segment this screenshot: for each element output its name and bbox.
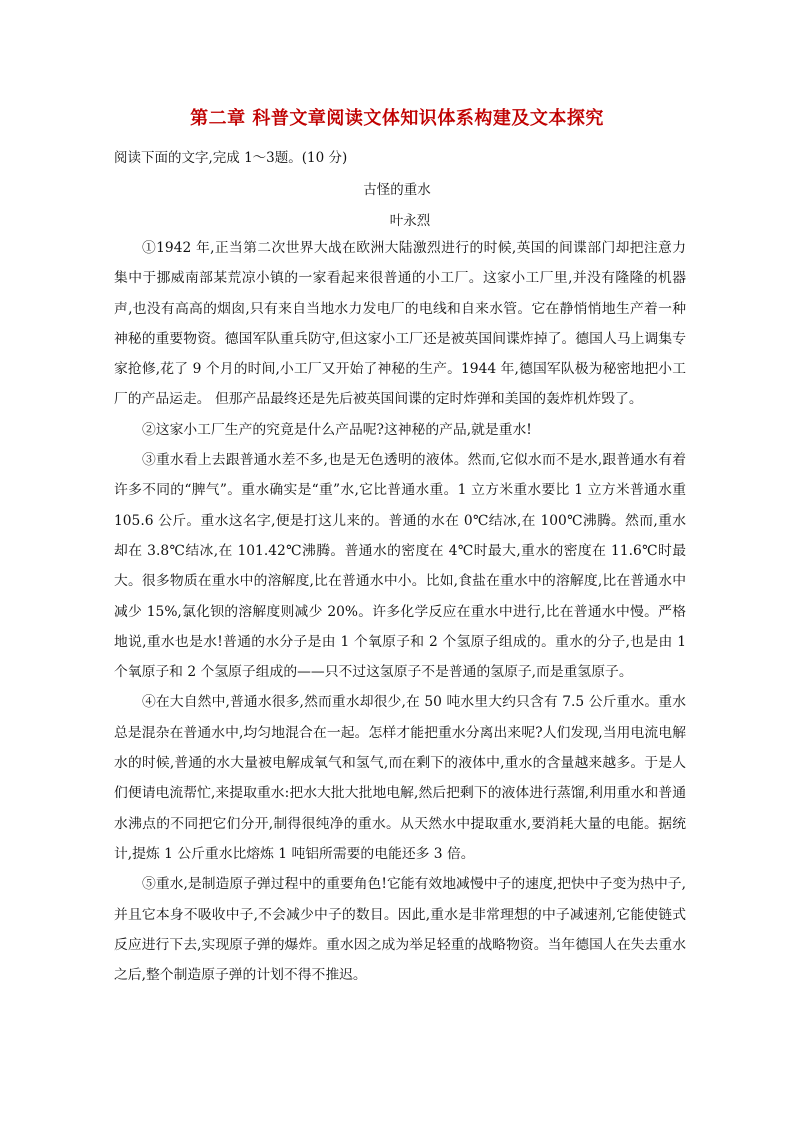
paragraph-2: ②这家小工厂生产的究竟是什么产品呢?这神秘的产品,就是重水!	[142, 421, 532, 438]
reading-instruction: 阅读下面的文字,完成 1～3题。(10 分)	[114, 150, 348, 166]
chapter-title: 第二章 科普文章阅读文体知识体系构建及文本探究	[190, 108, 604, 129]
paragraph-3: ③重水看上去跟普通水差不多,也是无色透明的液体。然而,它似水而不是水,跟普通水有着许多不同的“脾气”。重水确实是“重”水,它比普通水重。1 立方米重水要比 1 立方米普通水重 105.6 公斤。重水这名字,便是打这儿来的。普通的水在 0℃结冰,在 100℃沸腾。然而,重水却在 3.8℃结冰,在 101.42℃沸腾。普通水的密度在 4℃时最大,重水的密度在 11.6℃时最大。很多物质在重水中的溶解度,比在普通水中小。比如,食盐在重水中的溶解度,比在普通水中减少 15%,氯化钡的溶解度则减少 20%。许多化学反应在重水中进行,比在普通水中慢。严格地说,重水也是水!普通的水分子是由 1 个氧原子和 2 个氢原子组成的。重水的分子,也是由 1 个氧原子和 2 个氢原子组成的——只不过这氢原子不是普通的氢原子,而是重氢原子。	[114, 452, 686, 681]
article-author: 叶永烈	[389, 213, 431, 229]
article-title: 古怪的重水	[363, 182, 431, 198]
paragraph-4: ④在大自然中,普通水很多,然而重水却很少,在 50 吨水里大约只含有 7.5 公斤重水。重水总是混杂在普通水中,均匀地混合在一起。怎样才能把重水分离出来呢?人们发现,当用电流电解水的时候,普通的水大量被电解成氧气和氢气,而在剩下的液体中,重水的含量越来越多。于是人们便请电流帮忙,来提取重水:把水大批大批地电解,然后把剩下的液体进行蒸馏,利用重水和普通水沸点的不同把它们分开,制得很纯净的重水。从天然水中提取重水,要消耗大量的电能。据统计,提炼 1 公斤重水比熔炼 1 吨铝所需要的电能还多 3 倍。	[114, 694, 686, 862]
article-body	[114, 233, 686, 990]
paragraph-1: ①1942 年,正当第二次世界大战在欧洲大陆激烈进行的时候,英国的间谍部门却把注意力集中于挪威南部某荒凉小镇的一家看起来很普通的小工厂。这家小工厂里,并没有隆隆的机器声,也没有高高的烟囱,只有来自当地水力发电厂的电线和自来水管。它在静悄悄地生产着一种神秘的重要物资。德国军队重兵防守,但这家小工厂还是被英国间谍炸掉了。德国人马上调集专家抢修,花了 9 个月的时间,小工厂又开始了神秘的生产。1944 年,德国军队极为秘密地把小工厂的产品运走。 但那产品最终还是先后被英国间谍的定时炸弹和美国的轰炸机炸毁了。	[114, 240, 686, 408]
paragraph-5: ⑤重水,是制造原子弹过程中的重要角色!它能有效地减慢中子的速度,把快中子变为热中子,并且它本身不吸收中子,不会减少中子的数目。因此,重水是非常理想的中子减速剂,它能使链式反应进行下去,实现原子弹的爆炸。重水因之成为举足轻重的战略物资。当年德国人在失去重水之后,整个制造原子弹的计划不得不推迟。	[114, 876, 686, 984]
